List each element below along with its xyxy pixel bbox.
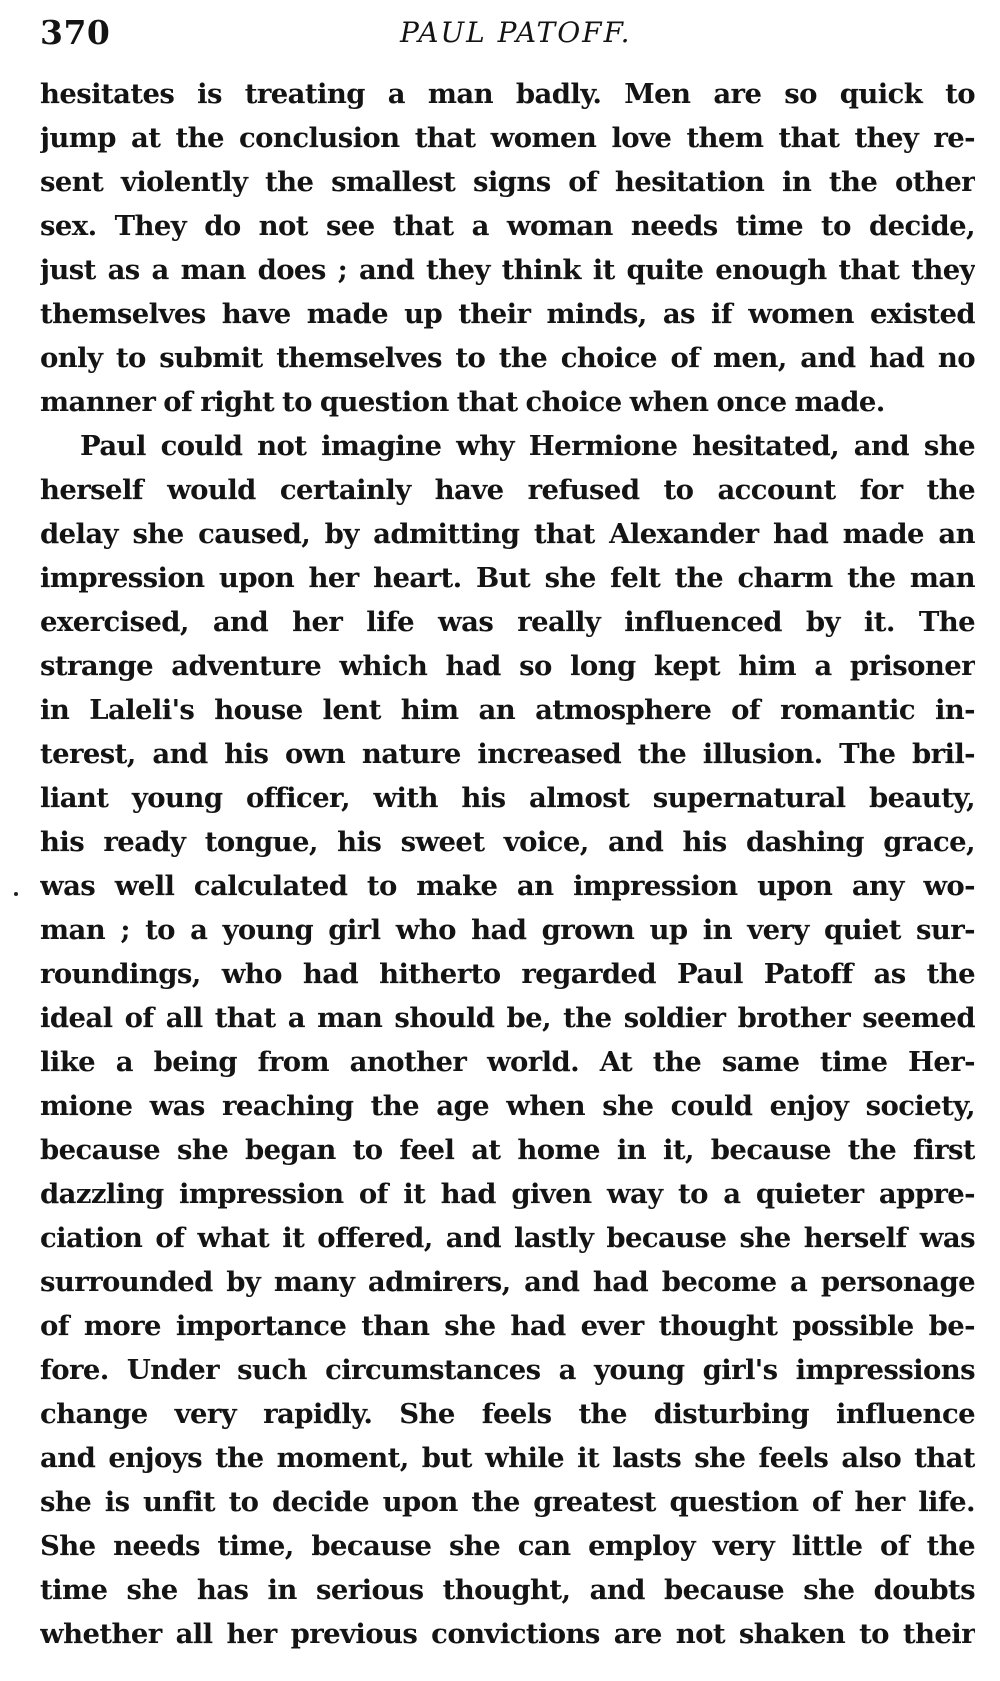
text-line: strange adventure which had so long kept him a prisoner [40, 650, 975, 682]
text-line: just as a man does ; and they think it quite enough that they [40, 254, 975, 286]
text-line: ideal of all that a man should be, the soldier brother seemed [40, 1002, 975, 1034]
text-line: herself would certainly have refused to account for the [40, 474, 975, 506]
running-head [40, 8, 970, 58]
text-line: roundings, who had hitherto regarded Paul Patoff as the [40, 958, 975, 990]
text-line: manner of right to question that choice when once made. [40, 386, 885, 418]
text-line: impression upon her heart. But she felt the charm the man [40, 562, 975, 594]
text-line: She needs time, because she can employ very little of the [40, 1530, 975, 1562]
text-line: his ready tongue, his sweet voice, and his dashing grace, [40, 826, 975, 858]
text-line: liant young officer, with his almost supernatural beauty, [40, 782, 975, 814]
text-line: ciation of what it offered, and lastly because she herself was [40, 1222, 975, 1254]
text-line: exercised, and her life was really influenced by it. The [40, 606, 975, 638]
text-line: in Laleli's house lent him an atmosphere of romantic in- [40, 694, 975, 726]
text-line: and enjoys the moment, but while it lasts she feels also that [40, 1442, 975, 1474]
page-number: 370 [40, 13, 111, 52]
text-line: whether all her previous convictions are not shaken to their [40, 1618, 975, 1650]
text-line: terest, and his own nature increased the illusion. The bril- [40, 738, 975, 770]
text-line: delay she caused, by admitting that Alexander had made an [40, 518, 975, 550]
text-line: like a being from another world. At the same time Her- [40, 1046, 975, 1078]
text-line: surrounded by many admirers, and had become a personage [40, 1266, 975, 1298]
text-line: because she began to feel at home in it, because the first [40, 1134, 975, 1166]
text-line: jump at the conclusion that women love them that they re- [40, 122, 975, 154]
text-line: sent violently the smallest signs of hesitation in the other [40, 166, 975, 198]
running-title: PAUL PATOFF. [400, 16, 632, 49]
body-text [40, 72, 975, 1656]
text-line: only to submit themselves to the choice of men, and had no [40, 342, 975, 374]
text-line: man ; to a young girl who had grown up in very quiet sur- [40, 914, 975, 946]
text-line: themselves have made up their minds, as if women existed [40, 298, 975, 330]
text-line: mione was reaching the age when she could enjoy society, [40, 1090, 975, 1122]
text-line: change very rapidly. She feels the disturbing influence [40, 1398, 975, 1430]
text-line: hesitates is treating a man badly. Men are so quick to [40, 78, 975, 110]
text-line: sex. They do not see that a woman needs time to decide, [40, 210, 975, 242]
text-line: she is unfit to decide upon the greatest question of her life. [40, 1486, 975, 1518]
text-line: of more importance than she had ever thought possible be- [40, 1310, 975, 1342]
text-line: time she has in serious thought, and because she doubts [40, 1574, 975, 1606]
text-line: fore. Under such circumstances a young girl's impressions [40, 1354, 975, 1386]
text-line: dazzling impression of it had given way to a quieter appre- [40, 1178, 975, 1210]
text-line: Paul could not imagine why Hermione hesitated, and she [80, 430, 975, 462]
ink-speck [14, 892, 18, 896]
text-line: was well calculated to make an impression upon any wo- [40, 870, 975, 902]
